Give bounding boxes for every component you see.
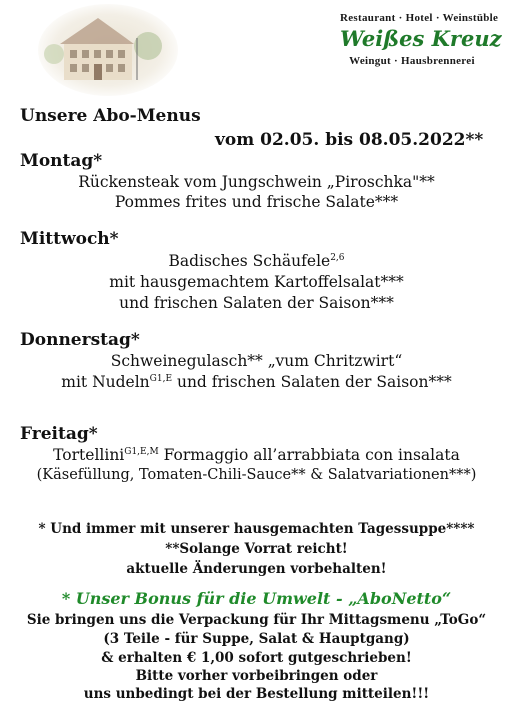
- donnerstag-dish-part-a: mit Nudeln: [61, 373, 150, 391]
- bonus-line-1: Sie bringen uns die Verpackung für Ihr Mittagsmenu „ToGo“: [26, 612, 487, 628]
- mittwoch-dish-line-1: [0, 252, 513, 270]
- freitag-dish-line-2: (Käsefüllung, Tomaten-Chili-Sauce** & Salatvariationen***): [36, 467, 477, 483]
- freitag-dish-part-a: Tortellini: [53, 446, 125, 464]
- mittwoch-dish-line-3: und frischen Salaten der Saison***: [119, 294, 394, 312]
- date-range: vom 02.05. bis 08.05.2022**: [215, 130, 484, 150]
- montag-dish-line-2: Pommes frites und frische Salate***: [114, 193, 399, 211]
- mittwoch-allergen-codes: 2,6: [330, 253, 345, 263]
- bonus-line-4: Bitte vorher vorbeibringen oder: [135, 668, 378, 684]
- mittwoch-dish-name: Badisches Schäufele: [168, 252, 331, 270]
- freitag-dish-line-1: [0, 446, 513, 464]
- hotel-building-icon: [38, 4, 178, 96]
- hotel-building-image: [38, 4, 178, 96]
- donnerstag-dish-line-1: Schweinegulasch** „vum Chritzwirt“: [110, 352, 403, 370]
- day-label-donnerstag: Donnerstag*: [20, 330, 140, 350]
- stock-note: **Solange Vorrat reicht!: [165, 541, 348, 557]
- mittwoch-dish-line-2: mit hausgemachtem Kartoffelsalat***: [109, 273, 404, 291]
- donnerstag-dish-line-2: [0, 373, 513, 391]
- menu-title: Unsere Abo-Menus: [20, 106, 201, 126]
- freitag-allergen-codes: G1,E,M: [124, 447, 159, 457]
- day-label-mittwoch: Mittwoch*: [20, 229, 119, 249]
- day-label-freitag: Freitag*: [20, 424, 98, 444]
- changes-note: aktuelle Änderungen vorbehalten!: [126, 561, 387, 577]
- bonus-line-5: uns unbedingt bei der Bestellung mitteilen!!!: [83, 686, 430, 702]
- freitag-dish-part-b: Formaggio all’arrabbiata con insalata: [158, 446, 460, 464]
- restaurant-logo: [340, 12, 502, 67]
- brand-tagline-top: Restaurant · Hotel · Weinstüble: [340, 12, 499, 24]
- bonus-line-2: (3 Teile - für Suppe, Salat & Hauptgang): [103, 631, 410, 647]
- montag-dish-line-1: Rückensteak vom Jungschwein „Piroschka"**: [78, 173, 435, 191]
- donnerstag-dish-part-b: und frischen Salaten der Saison***: [172, 373, 452, 391]
- day-label-montag: Montag*: [20, 151, 103, 171]
- bonus-line-3: & erhalten € 1,00 sofort gutgeschrieben!: [101, 650, 412, 666]
- soup-note: * Und immer mit unserer hausgemachten Tagessuppe****: [38, 521, 475, 537]
- bonus-title: * Unser Bonus für die Umwelt - „AboNetto“: [61, 589, 452, 608]
- donnerstag-allergen-codes: G1,E: [149, 374, 173, 384]
- brand-tagline-bottom: Weingut · Hausbrennerei: [349, 55, 475, 67]
- brand-name: Weißes Kreuz: [340, 26, 502, 51]
